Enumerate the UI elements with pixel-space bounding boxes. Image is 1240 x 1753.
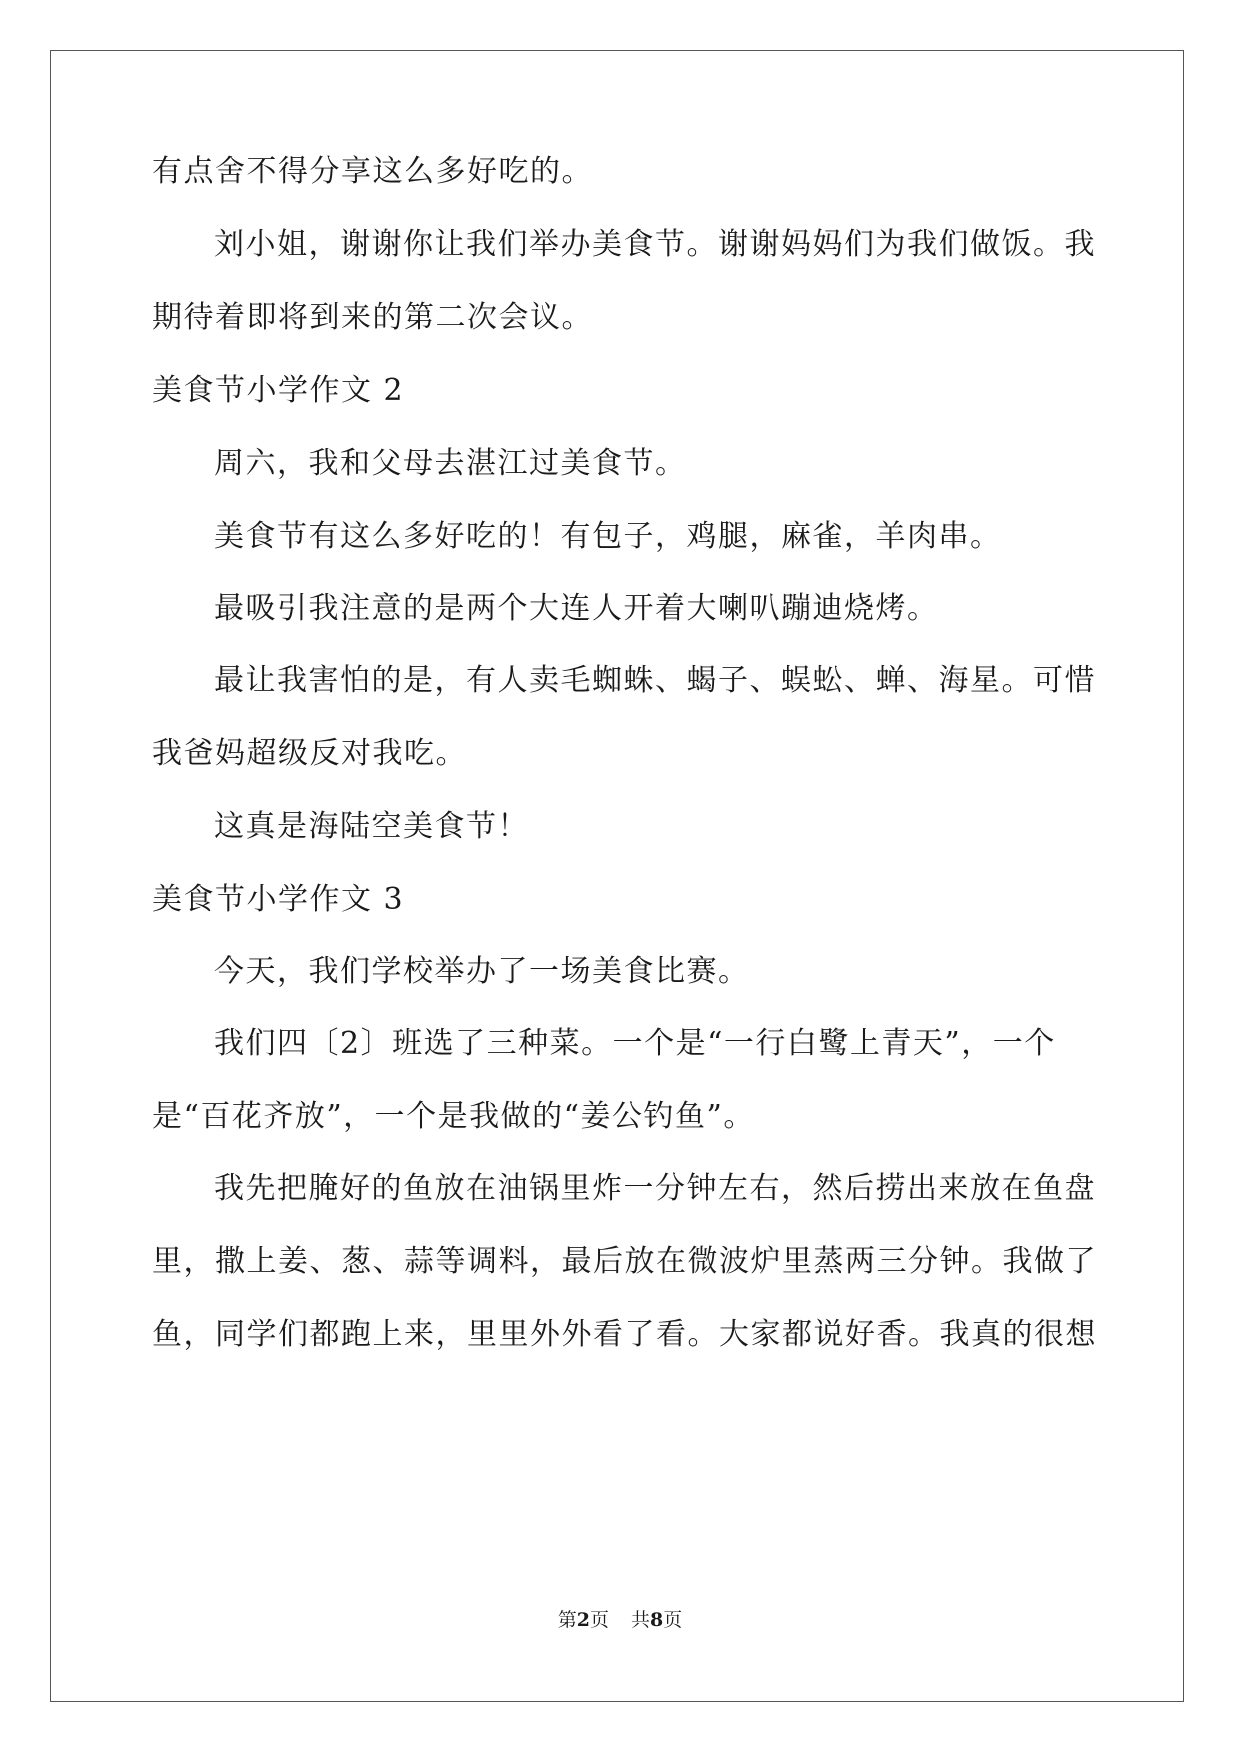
paragraph-line: 美食节有这么多好吃的！有包子，鸡腿，麻雀，羊肉串。	[214, 519, 1002, 554]
total-label-suffix: 页	[663, 1609, 683, 1631]
section-heading: 美食节小学作文 3	[152, 882, 405, 917]
paragraph-line: 这真是海陆空美食节！	[214, 809, 529, 844]
page-label-prefix: 第	[557, 1609, 577, 1631]
paragraph-line: 鱼，同学们都跑上来，里里外外看了看。大家都说好香。我真的很想	[152, 1317, 1097, 1352]
page-label-suffix: 页	[589, 1609, 609, 1631]
paragraph-line: 我爸妈超级反对我吃。	[152, 736, 467, 771]
page-footer	[0, 1608, 1240, 1632]
page-border	[50, 50, 1184, 1702]
section-heading: 美食节小学作文 2	[152, 373, 405, 408]
paragraph-line: 是“百花齐放”，一个是我做的“姜公钓鱼”。	[152, 1099, 755, 1134]
current-page-number: 2	[576, 1609, 590, 1631]
paragraph-line: 我先把腌好的鱼放在油锅里炸一分钟左右，然后捞出来放在鱼盘	[214, 1171, 1096, 1206]
total-label-prefix: 共	[631, 1609, 651, 1631]
paragraph-line: 今天，我们学校举办了一场美食比赛。	[214, 954, 750, 989]
paragraph-line: 我们四〔2〕班选了三种菜。一个是“一行白鹭上青天”，一个	[214, 1026, 1056, 1061]
paragraph-line: 期待着即将到来的第二次会议。	[152, 300, 593, 335]
paragraph-line: 周六，我和父母去湛江过美食节。	[214, 446, 687, 481]
paragraph-line: 最让我害怕的是，有人卖毛蜘蛛、蝎子、蜈蚣、蝉、海星。可惜	[214, 663, 1096, 698]
paragraph-line: 里，撒上姜、葱、蒜等调料，最后放在微波炉里蒸两三分钟。我做了	[152, 1244, 1097, 1279]
total-page-number: 8	[650, 1609, 664, 1631]
paragraph-line: 刘小姐，谢谢你让我们举办美食节。谢谢妈妈们为我们做饭。我	[214, 227, 1096, 262]
paragraph-line: 有点舍不得分享这么多好吃的。	[152, 154, 593, 189]
paragraph-line: 最吸引我注意的是两个大连人开着大喇叭蹦迪烧烤。	[214, 591, 939, 626]
